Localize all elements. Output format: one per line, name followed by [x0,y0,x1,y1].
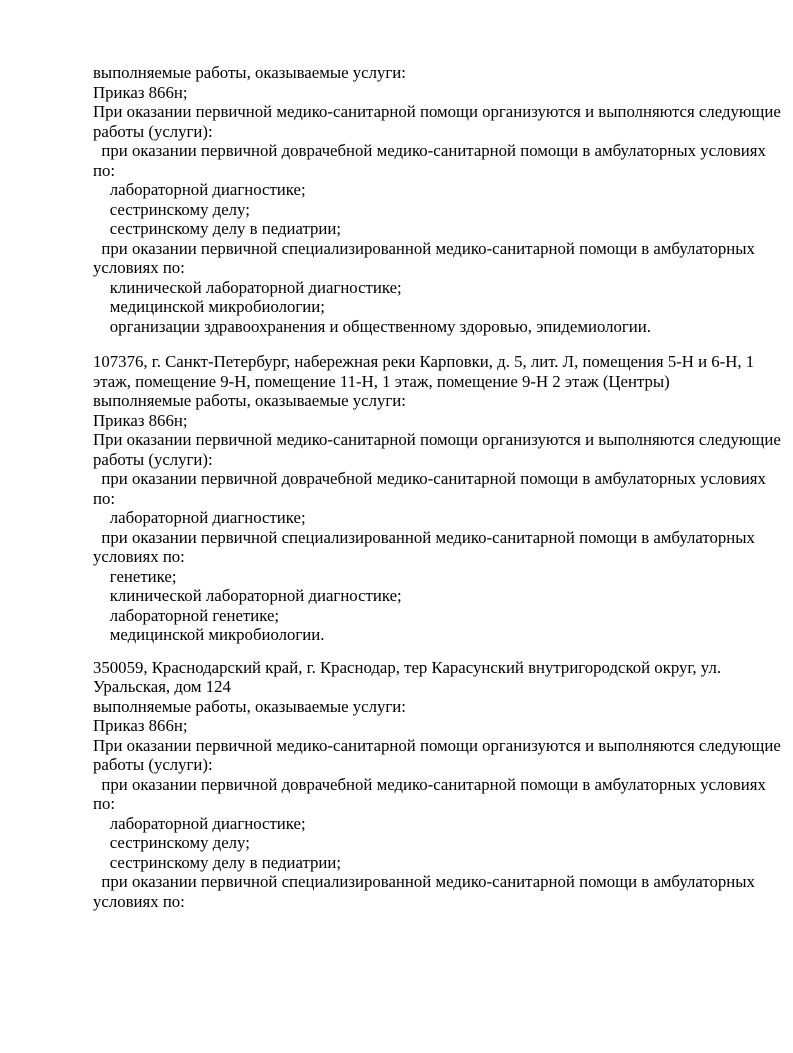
doc-line: работы (услуги): [93,449,213,469]
doc-line: по: [93,488,116,508]
doc-line: работы (услуги): [93,755,213,774]
doc-line: при оказании первичной доврачебной медико-санитарной помощи в амбулаторных условиях [93,141,766,160]
doc-line: Приказ 866н; [93,410,188,430]
doc-line: При оказании первичной медико-санитарной помощи организуются и выполняются следующие [93,430,781,449]
address-line: 107376, г. Санкт-Петербург, набережная реки Карповки, д. 5, лит. Л, помещения 5-Н и 6-Н, 1 [93,352,755,371]
doc-line: условиях по: [93,891,185,911]
doc-line: сестринскому делу в педиатрии; [93,852,342,872]
license-address-section-spb [93,352,781,645]
doc-line: работы (услуги): [93,121,213,141]
doc-line: лабораторной генетике; [93,605,280,625]
doc-line: при оказании первичной специализированной медико-санитарной помощи в амбулаторных [93,238,755,258]
doc-line: сестринскому делу; [93,199,250,219]
doc-line: при оказании первичной специализированной медико-санитарной помощи в амбулаторных [93,527,755,547]
doc-line: При оказании первичной медико-санитарной помощи организуются и выполняются следующие [93,102,781,121]
doc-line: выполняемые работы, оказываемые услуги: [93,391,406,410]
doc-line: лабораторной диагностике; [93,508,306,527]
doc-line: Приказ 866н; [93,716,188,735]
doc-line: сестринскому делу; [93,833,250,852]
doc-line: организации здравоохранения и общественному здоровью, эпидемиологии. [93,316,651,336]
address-line: Уральская, дом 124 [93,677,231,696]
doc-line: при оказании первичной доврачебной медико-санитарной помощи в амбулаторных условиях [93,774,766,794]
doc-line: условиях по: [93,258,185,277]
doc-line: Приказ 866н; [93,82,188,102]
license-works-section [93,63,781,336]
doc-line: При оказании первичной медико-санитарной помощи организуются и выполняются следующие [93,735,781,755]
doc-line: при оказании первичной специализированной медико-санитарной помощи в амбулаторных [93,872,755,891]
doc-line: клинической лабораторной диагностике; [93,277,402,297]
doc-line: по: [93,794,116,813]
doc-line: по: [93,160,116,180]
doc-line: лабораторной диагностике; [93,180,306,199]
address-line: 350059, Краснодарский край, г. Краснодар, тер Карасунский внутригородской округ, ул. [93,657,722,677]
license-address-section-krasnodar [93,657,781,912]
doc-line: сестринскому делу в педиатрии; [93,219,342,238]
doc-line: клинической лабораторной диагностике; [93,586,402,605]
doc-line: выполняемые работы, оказываемые услуги: [93,696,406,716]
doc-line: выполняемые работы, оказываемые услуги: [93,63,406,82]
doc-line: лабораторной диагностике; [93,813,306,833]
doc-line: условиях по: [93,547,185,566]
address-line: этаж, помещение 9-Н, помещение 11-Н, 1 этаж, помещение 9-Н 2 этаж (Центры) [93,371,670,391]
doc-line: медицинской микробиологии. [93,625,325,644]
doc-line: при оказании первичной доврачебной медико-санитарной помощи в амбулаторных условиях [93,469,766,488]
doc-line: медицинской микробиологии; [93,297,325,316]
doc-line: генетике; [93,566,177,586]
